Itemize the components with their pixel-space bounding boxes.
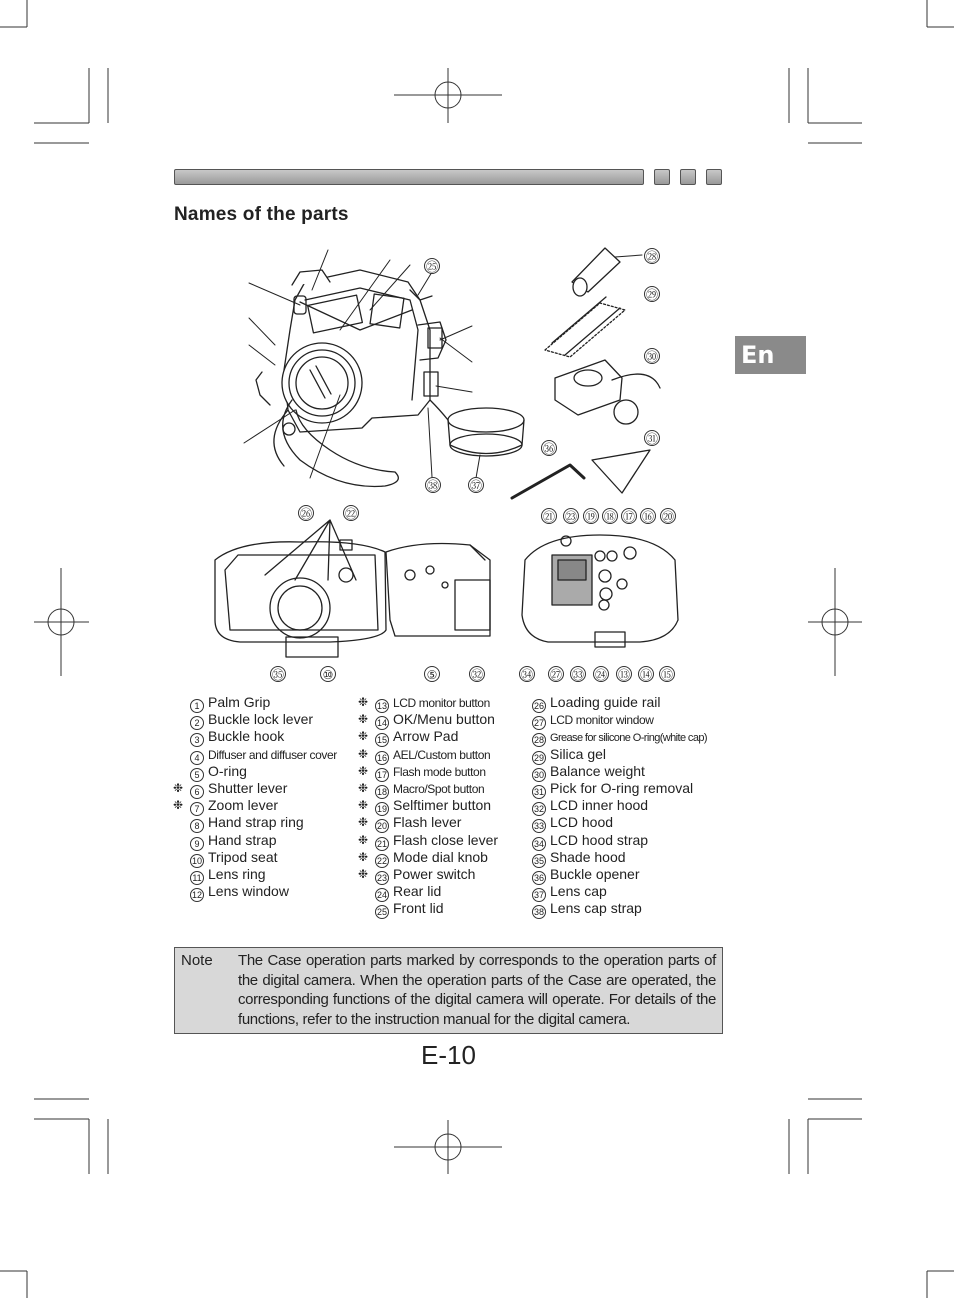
- part-label: Flash close lever: [393, 831, 499, 848]
- parts-list-item: [532, 832, 707, 849]
- operation-mark-icon: ❉: [358, 729, 369, 744]
- page-number: E-10: [421, 1040, 476, 1070]
- callout-20: ⑳: [661, 510, 674, 524]
- buckle-opener-drawing: [512, 465, 584, 498]
- part-label: Tripod seat: [208, 848, 278, 865]
- note-box: [174, 947, 723, 1034]
- parts-list-item: [375, 883, 498, 900]
- part-number: 26: [533, 701, 544, 711]
- housing-rear-drawing: [522, 535, 678, 647]
- parts-list-item: [190, 814, 337, 831]
- parts-list-item: [190, 866, 337, 883]
- part-label: Hand strap ring: [208, 814, 304, 831]
- callout-24: ㉔: [594, 668, 607, 682]
- callout-5: ⑤: [424, 666, 440, 682]
- part-number: 10: [191, 855, 202, 866]
- part-label: Hand strap: [208, 831, 277, 848]
- callout-35: ㉟: [271, 668, 284, 682]
- part-number: 34: [533, 838, 544, 849]
- part-label: Lens window: [208, 883, 289, 900]
- operation-mark-icon: ❉: [358, 763, 369, 778]
- operation-mark-icon: ❉: [358, 780, 369, 795]
- operation-mark-icon: ❉: [358, 712, 369, 727]
- part-number: 22: [376, 855, 387, 866]
- callout-29: ㉙: [645, 288, 658, 302]
- parts-list-item: [358, 711, 498, 729]
- part-label: Buckle lock lever: [208, 711, 314, 728]
- parts-list-item: [532, 900, 707, 917]
- callout-26: ㉖: [299, 507, 312, 521]
- callout-25: ㉕: [425, 260, 438, 274]
- parts-list-item: [173, 779, 337, 797]
- part-number: 23: [376, 872, 387, 883]
- part-number: 2: [190, 716, 204, 730]
- parts-list-item: [358, 797, 498, 815]
- parts-list-item: [532, 797, 707, 814]
- callout-22: ㉒: [344, 507, 357, 521]
- parts-list-item: [532, 883, 707, 900]
- parts-list-item: [190, 883, 337, 900]
- part-number: 19: [376, 804, 387, 815]
- callout-23: ㉓: [564, 510, 577, 524]
- callout-30: ㉚: [645, 350, 658, 364]
- parts-list-item: [375, 900, 498, 917]
- part-label: Loading guide rail: [550, 694, 661, 710]
- parts-list-item: [190, 849, 337, 866]
- parts-list-item: [358, 865, 498, 883]
- parts-list-item: [358, 728, 498, 746]
- part-label: Balance weight: [550, 762, 645, 779]
- callout-32: ㉜: [470, 668, 483, 682]
- part-number: 30: [533, 769, 544, 780]
- callout-33: ㉝: [571, 668, 584, 682]
- part-number: 15: [376, 735, 387, 746]
- part-label: Zoom lever: [208, 797, 279, 814]
- part-label: Flash mode button: [393, 764, 486, 779]
- callout-15: ⑮: [660, 668, 673, 682]
- parts-list-item: [173, 797, 337, 815]
- parts-list-item: [358, 746, 498, 763]
- callout-17: ⑰: [622, 510, 635, 524]
- parts-list-item: [190, 694, 337, 711]
- callout-34: ㉞: [520, 668, 533, 682]
- part-label: Buckle opener: [550, 865, 640, 882]
- callout-18: ⑱: [603, 510, 616, 524]
- parts-list-item: [532, 780, 707, 797]
- part-number: 4: [190, 751, 204, 765]
- parts-list-item: [358, 831, 499, 849]
- part-label: Flash lever: [393, 814, 462, 831]
- callout-21: ㉑: [542, 510, 555, 524]
- operation-mark-icon: ❉: [358, 798, 369, 813]
- part-number: 9: [190, 837, 204, 851]
- part-label: Macro/Spot button: [393, 781, 485, 796]
- parts-list-item: [358, 814, 498, 832]
- operation-mark-icon: ❉: [358, 746, 369, 761]
- part-number: 14: [376, 718, 387, 729]
- part-number: 33: [533, 821, 544, 832]
- part-number: 20: [376, 821, 387, 832]
- part-number: 24: [376, 890, 387, 901]
- part-number: 16: [376, 752, 387, 763]
- part-number: 25: [376, 907, 387, 918]
- callout-31: ㉛: [645, 432, 658, 446]
- parts-list-item: [358, 694, 498, 711]
- part-number: 6: [190, 785, 204, 799]
- part-number: 37: [533, 890, 544, 901]
- housing-open-drawing: [215, 520, 490, 657]
- part-number: 17: [376, 769, 387, 780]
- part-number: 38: [533, 907, 544, 918]
- part-label: Buckle hook: [208, 728, 285, 745]
- silica-gel-drawing: [545, 297, 625, 357]
- part-label: Front lid: [393, 900, 444, 917]
- callout-38: ㊳: [426, 479, 439, 493]
- callout-36: ㊱: [542, 442, 555, 456]
- part-label: Silica gel: [550, 745, 607, 762]
- part-label: LCD monitor button: [393, 696, 490, 710]
- parts-list-item: [532, 763, 707, 780]
- callout-16: ⑯: [641, 510, 654, 524]
- parts-list-item: [190, 763, 337, 780]
- part-label: Mode dial knob: [393, 848, 488, 865]
- note-text: The Case operation parts marked by corresponds to the operation parts of the digital camera. When the operation parts of the Case are operated, the corresponding functions of the digital camera will operate. For details of the functions, refer to the instruction manual for the digital camera.: [238, 952, 716, 1028]
- part-label: Pick for O-ring removal: [550, 779, 694, 796]
- parts-list-item: [358, 780, 498, 797]
- callout-19: ⑲: [584, 510, 597, 524]
- parts-list-item: [190, 711, 337, 728]
- pick-drawing: [592, 450, 650, 493]
- parts-list-item: [190, 832, 337, 849]
- housing-front-drawing: [256, 270, 446, 486]
- part-label: Shade hood: [550, 848, 626, 865]
- part-label: Lens ring: [208, 865, 266, 882]
- part-label: LCD inner hood: [550, 797, 649, 814]
- operation-mark-icon: ❉: [358, 849, 369, 864]
- part-number: 28: [533, 735, 544, 746]
- part-label: Arrow Pad: [393, 728, 459, 745]
- part-number: 36: [533, 872, 544, 883]
- callout-14: ⑭: [639, 668, 652, 682]
- parts-list-column-2: [358, 694, 499, 918]
- part-number: 1: [190, 699, 204, 713]
- parts-list-item: [532, 746, 707, 763]
- part-number: 13: [376, 701, 387, 711]
- callout-13: ⑬: [617, 668, 630, 682]
- parts-list-column-3: [532, 694, 707, 917]
- parts-list-item: [532, 728, 707, 745]
- callout-10: ⑩: [320, 666, 336, 682]
- part-label: O-ring: [208, 762, 247, 779]
- parts-list-item: [532, 814, 707, 831]
- parts-list-item: [532, 849, 707, 866]
- part-label: Shutter lever: [208, 779, 288, 796]
- operation-mark-icon: ❉: [358, 832, 369, 847]
- part-label: Selftimer button: [393, 797, 492, 814]
- parts-list-item: [358, 848, 498, 866]
- parts-list-item: [532, 711, 707, 728]
- language-tab: En: [735, 336, 806, 374]
- grease-tube-drawing: [572, 248, 620, 296]
- part-number: 29: [533, 752, 544, 763]
- callout-37: ㊲: [469, 479, 482, 493]
- operation-mark-icon: ❉: [358, 695, 369, 709]
- parts-list-item: [532, 694, 707, 711]
- part-number: 31: [533, 786, 544, 797]
- operation-mark-icon: ❉: [173, 798, 184, 813]
- part-label: LCD hood strap: [550, 831, 649, 848]
- operation-mark-icon: ❉: [173, 780, 184, 795]
- part-label: OK/Menu button: [393, 711, 495, 728]
- callout-27: ㉗: [549, 668, 562, 682]
- part-number: 27: [533, 718, 544, 729]
- balance-weight-drawing: [555, 360, 660, 424]
- parts-list-item: [190, 746, 337, 763]
- part-number: 12: [191, 890, 202, 901]
- part-number: 5: [190, 768, 204, 782]
- parts-list-item: [532, 866, 707, 883]
- page-title: Names of the parts: [174, 204, 349, 225]
- operation-mark-icon: ❉: [358, 815, 369, 830]
- lens-cap-drawing: [430, 400, 524, 456]
- part-label: Lens cap strap: [550, 900, 642, 917]
- part-label: Palm Grip: [208, 694, 271, 710]
- part-number: 11: [190, 871, 204, 885]
- part-label: Rear lid: [393, 883, 442, 900]
- part-number: 7: [190, 802, 204, 816]
- part-label: LCD hood: [550, 814, 614, 831]
- part-label: Lens cap: [550, 883, 607, 900]
- part-number: 32: [533, 804, 544, 815]
- part-number: 3: [190, 733, 204, 747]
- part-number: 8: [190, 819, 204, 833]
- operation-mark-icon: ❉: [358, 866, 369, 881]
- part-number: 21: [376, 838, 387, 849]
- parts-list-item: [190, 728, 337, 745]
- part-label: Grease for silicone O-ring(white cap): [550, 732, 707, 745]
- callout-28: ㉘: [645, 250, 658, 264]
- note-label: Note: [181, 952, 213, 969]
- part-number: 18: [376, 786, 387, 797]
- part-label: Diffuser and diffuser cover: [208, 747, 337, 762]
- part-label: LCD monitor window: [550, 713, 654, 728]
- part-label: Power switch: [393, 865, 476, 882]
- part-number: 35: [533, 855, 544, 866]
- parts-list-item: [358, 763, 498, 780]
- parts-list-column-1: [173, 694, 337, 901]
- part-label: AEL/Custom button: [393, 747, 491, 762]
